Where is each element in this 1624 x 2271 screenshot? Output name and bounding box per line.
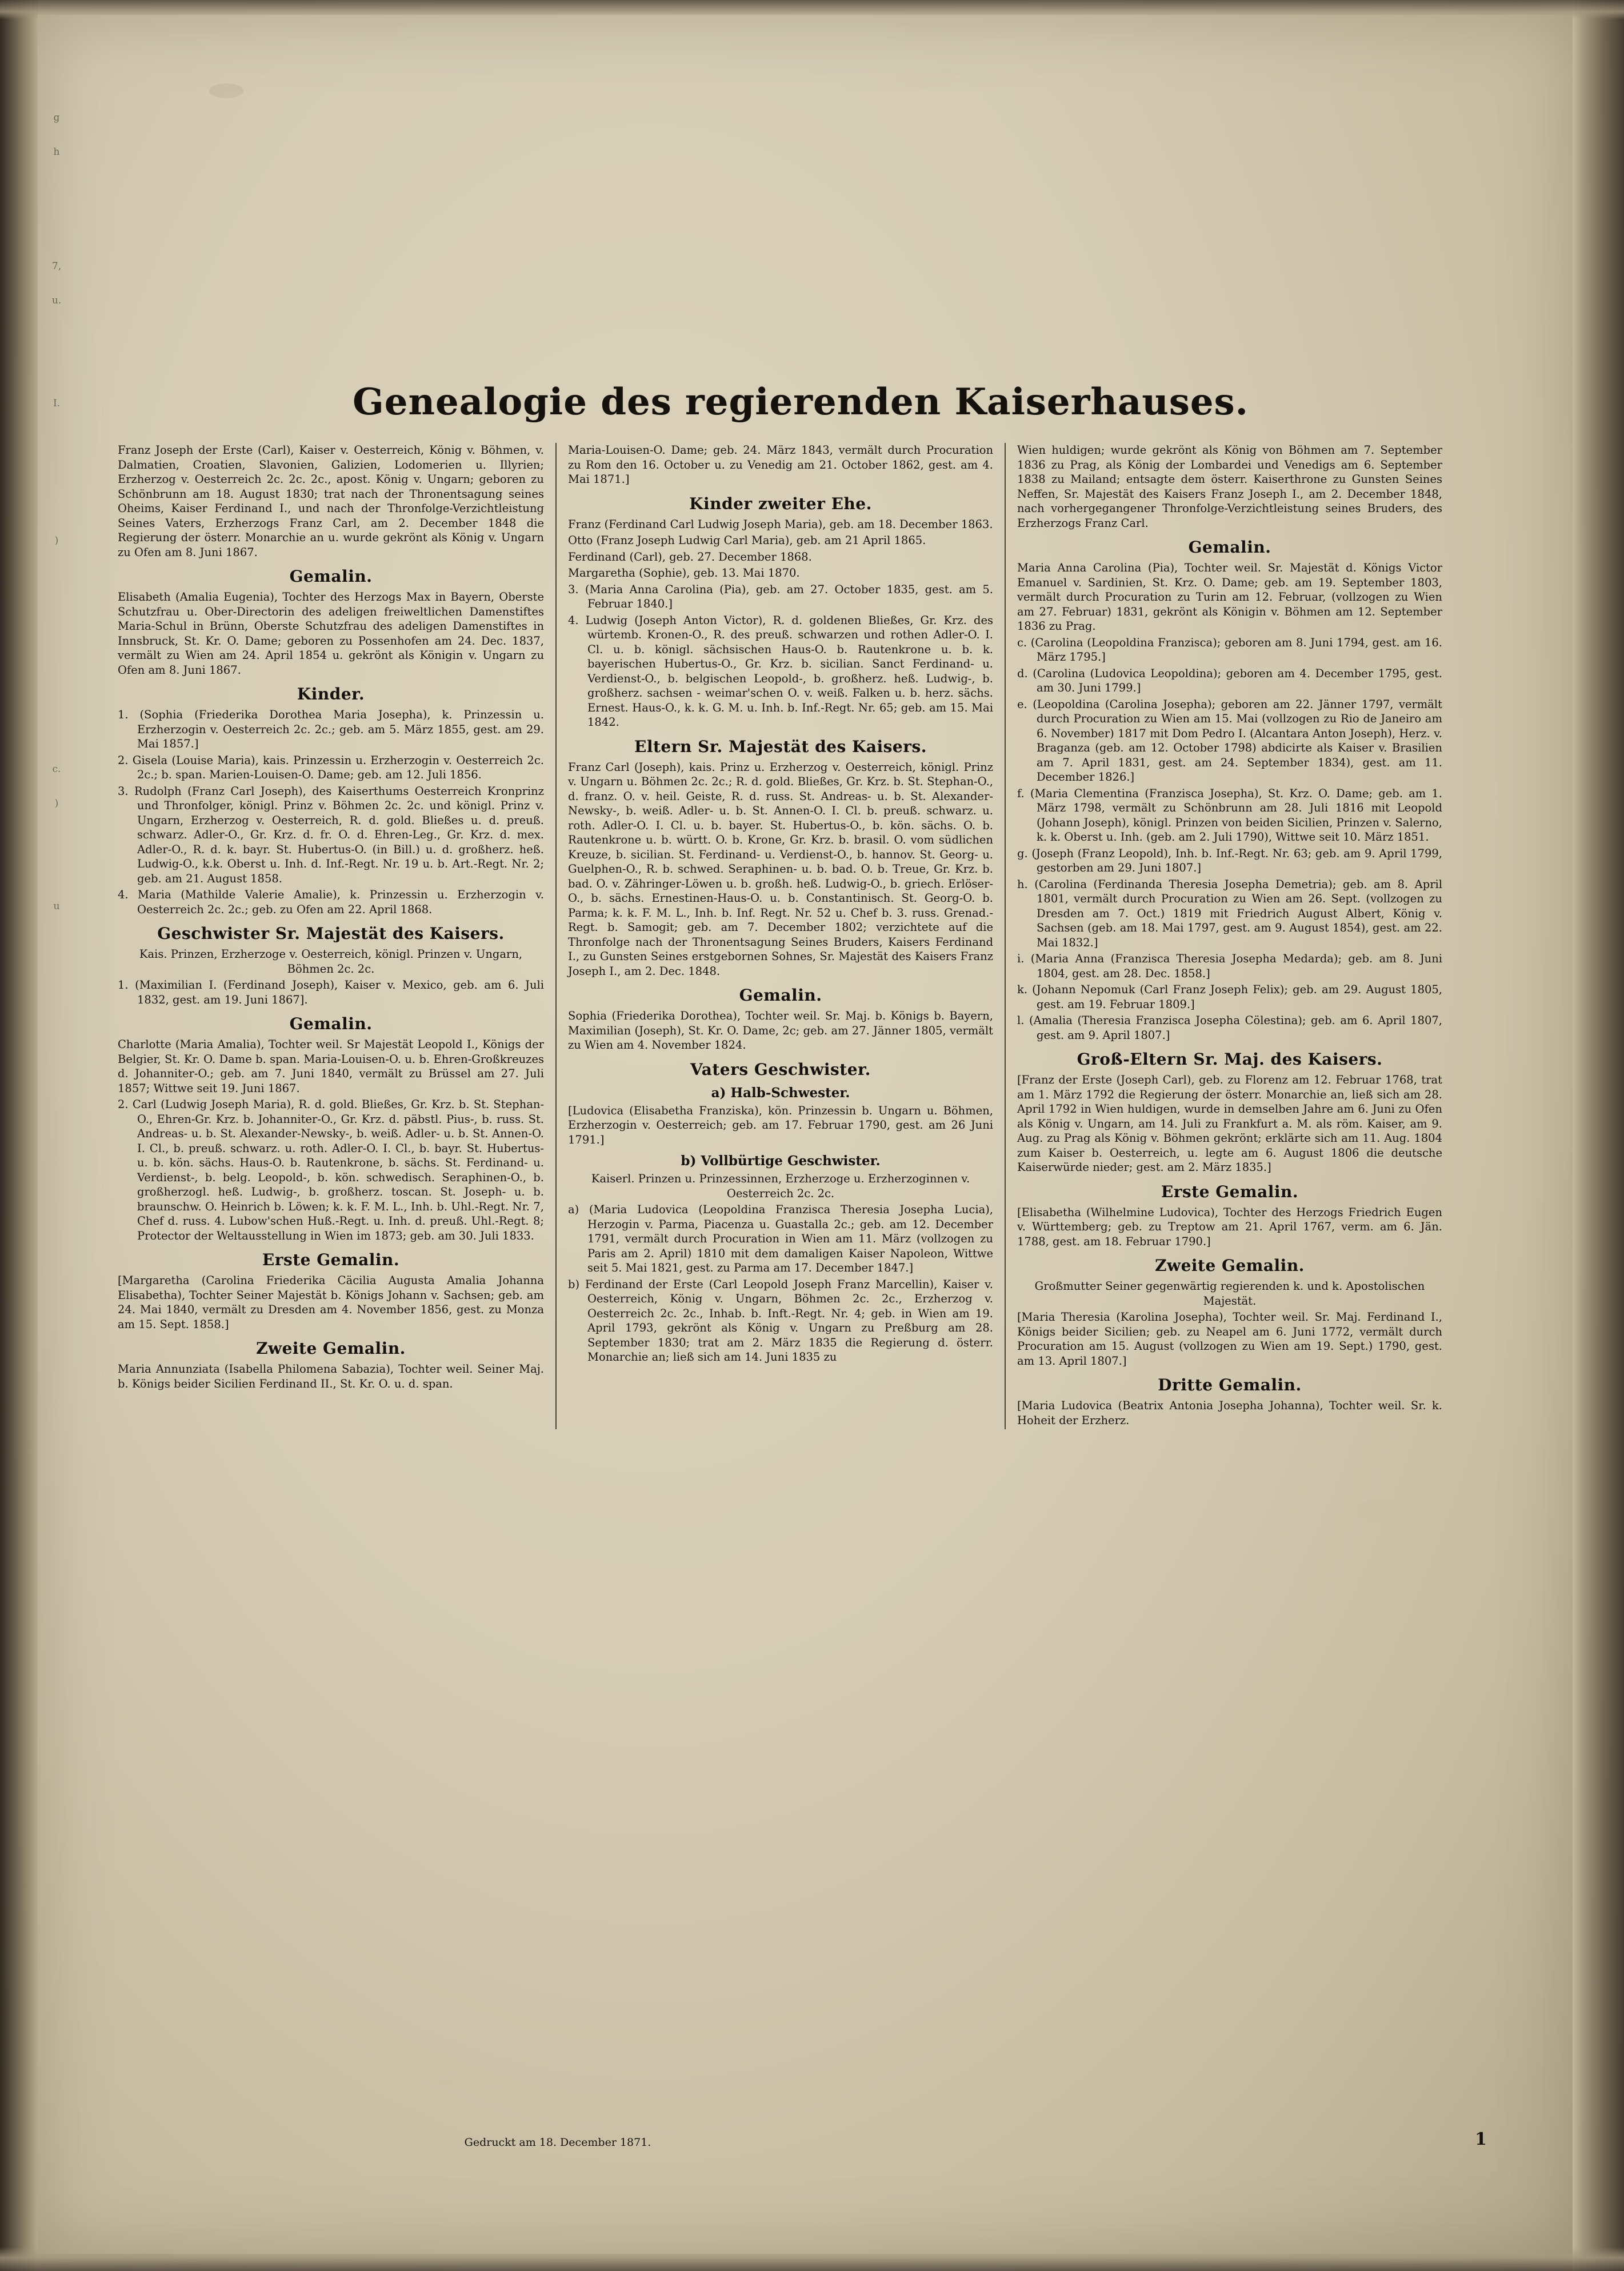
vollbuertige-item: f. (Maria Clementina (Franzisca Josepha), St. Krz. O. Dame; geb. am 1. März 1798, vermält zu Schönbrunn am 28. Juli 1816 mit Leopold (Johann Joseph), königl. Prinzen von beiden Sicilien, Prinzen v. Salerno, k. k. Oberst u. Inh. (geb. am 2. Juli 1790), Wittwe seit 10. März 1851. [1017, 786, 1442, 843]
scan-edge-right [1573, 0, 1624, 2271]
vollbuertige-item-b: b) Ferdinand der Erste (Carl Leopold Joseph Franz Marcellin), Kaiser v. Oesterreich, König v. Ungarn, Böhmen 2c. 2c., Erzherzog v. Oesterreich 2c. 2c., Inhab. b. Inft.-Regt. Nr. 4; geb. in Wien am 19. April 1793, gekrönt als König v. Ungarn zu Preßburg am 28. September 1830; trat am 2. März 1835 die Regierung d. österr. Monarchie an; ließ sich am 14. Juni 1835 zu [568, 1277, 993, 1364]
vollbuertige-item: h. (Carolina (Ferdinanda Theresia Josepha Demetria); geb. am 8. April 1801, vermält durch Procuration zu Wien am 26. Sept. (vollzogen zu Dresden am 7. Oct.) 1819 mit Friedrich August Albert, König v. Sachsen (geb. am 18. Mai 1797, gest. am 9. August 1854), gest. am 22. Mai 1832.] [1017, 877, 1442, 949]
heading-geschwister: Geschwister Sr. Majestät des Kaisers. [157, 924, 505, 943]
margin-note: I. [53, 398, 61, 409]
page-number: 1 [1475, 2129, 1487, 2149]
heading-vollbuertige-geschwister: b) Vollbürtige Geschwister. [681, 1153, 881, 1169]
heading-gross-eltern: Groß-Eltern Sr. Maj. des Kaisers. [1077, 1050, 1383, 1069]
document-page [38, 15, 1573, 2254]
margin-note: ) [54, 535, 59, 546]
vollbuertige-item: g. (Joseph (Franz Leopold), Inh. b. Inf.-Regt. Nr. 63; geb. am 9. April 1799, gestorben am 29. Juni 1807.] [1017, 846, 1442, 874]
margin-note: g [53, 112, 60, 123]
geschwister-item-1: 1. (Maximilian I. (Ferdinand Joseph), Kaiser v. Mexico, geb. am 6. Juli 1832, gest. am 19. Juni 1867]. [118, 978, 544, 1006]
heading-erste-gemalin-1: Erste Gemalin. [262, 1250, 400, 1269]
kind-item: 3. Rudolph (Franz Carl Joseph), des Kaiserthums Oesterreich Kronprinz und Thronfolger, königl. Prinz v. Böhmen 2c. 2c. und königl. Prinz v. Ungarn, Erzherzog v. Oesterreich, R. d. gold. Bließes u. d. preuß. schwarz. Adler-O., Gr. Krz. d. fr. O. d. Ehren-Leg., Gr. Krz. d. mex. Adler-O., R. d. k. bayr. St. Hubertus-O. (in Bill.) u. d. großherz. heß. Ludwig-O., k.k. Oberst u. Inh. d. Inf.-Regt. Nr. 19 u. b. Art.-Regt. Nr. 2; geb. am 21. August 1858. [118, 784, 544, 885]
heading-kinder-zweiter-ehe: Kinder zweiter Ehe. [689, 494, 872, 513]
document-content [106, 381, 1495, 1429]
vollbuertige-item: l. (Amalia (Theresia Franzisca Josepha Cölestina); geb. am 6. April 1807, gest. am 9. April 1807.] [1017, 1014, 1442, 1042]
gross-eltern-franz: [Franz der Erste (Joseph Carl), geb. zu Florenz am 12. Februar 1768, trat am 1. März 1792 die Regierung der österr. Monarchie an, ließ sich am 28. April 1792 in Wien huldigen, wurde in demselben Jahre am 6. Juni zu Ofen als König v. Ungarn, am 14. Juli zu Frankfurt a. M. als röm. Kaiser, am 9. Aug. zu Prag als König v. Böhmen gekrönt; erklärte sich am 11. Aug. 1804 zum Kaiser b. Oesterreich, u. legte am 6. August 1806 die deutsche Kaiserwürde nieder; gest. am 2. März 1835.] [1017, 1073, 1442, 1174]
column-2 [555, 443, 1005, 1429]
kind2-item: Margaretha (Sophie), geb. 13. Mai 1870. [568, 566, 800, 579]
heading-zweite-gemalin-1: Zweite Gemalin. [256, 1339, 406, 1358]
heading-vaters-geschwister: Vaters Geschwister. [690, 1059, 871, 1079]
heading-zweite-gemalin-3: Zweite Gemalin. [1155, 1256, 1305, 1275]
heading-kinder: Kinder. [297, 685, 365, 703]
vollbuertige-intro: Kaiserl. Prinzen u. Prinzessinnen, Erzherzoge u. Erzherzoginnen v. Oesterreich 2c. 2c. [591, 1172, 970, 1200]
margin-note: h [53, 146, 60, 158]
zweite-gemalin-intro: Großmutter Seiner gegenwärtig regierenden k. und k. Apostolischen Majestät. [1034, 1280, 1425, 1308]
kind2-item: 4. Ludwig (Joseph Anton Victor), R. d. goldenen Bließes, Gr. Krz. des würtemb. Kronen-O., R. des preuß. schwarzen und rothen Adler-O. I. Cl. u. b. königl. sächsischen Haus-O. b. Rautenkrone u. b. k. bayerischen Hubertus-O., Gr. Krz. b. sicilian. Sanct Ferdinand- u. Verdienst-O., b. belgischen Leopold-, b. großherz. heß. Ludwig-, b. großherz. sachsen - weimar'schen O. v. weiß. Falken u. b. herz. sächs. Ernest. Haus-O., k. k. G. M. u. Inh. b. Inf.-Regt. Nr. 65; geb. am 15. Mai 1842. [568, 613, 993, 729]
kind-item: 4. Maria (Mathilde Valerie Amalie), k. Prinzessin u. Erzherzogin v. Oesterreich 2c. 2c.; geb. zu Ofen am 22. April 1868. [118, 888, 544, 916]
kind2-item: Franz (Ferdinand Carl Ludwig Joseph Maria), geb. am 18. December 1863. [568, 517, 993, 531]
heading-gemalin-1: Gemalin. [289, 567, 373, 586]
geschwister-intro: Kais. Prinzen, Erzherzoge v. Oesterreich, königl. Prinzen v. Ungarn, Böhmen 2c. 2c. [139, 947, 523, 975]
vollbuertige-item: d. (Carolina (Ludovica Leopoldina); geboren am 4. December 1795, gest. am 30. Juni 1799.] [1017, 666, 1442, 694]
geschwister-item-2: 2. Carl (Ludwig Joseph Maria), R. d. gold. Bließes, Gr. Krz. b. St. Stephan-O., Ehren-Gr. Krz. b. Johanniter-O., Gr. Krz. d. päbstl. Pius-, b. russ. St. Andreas- u. b. St. Alexander-Newsky-, b. weiß. Adler- u. b. St. Annen-O. I. Cl., b. preuß. schwarz. u. roth. Adler-O. I. Cl., b. bayr. St. Hubertus- u. b. kön. sächs. Haus-O. b. Rautenkrone, b. sächs. St. Ferdinand- u. Verdienst-, b. belg. Leopold-, b. kön. schwedisch. Seraphinen-O., b. großherzogl. heß. Ludwig-, b. großherz. toscan. St. Joseph- u. b. braunschw. O. Heinrich b. Löwen; k. k. F. M. L., Inh. b. Uhl.-Regt. Nr. 7, Chef d. russ. 4. Lubow'schen Huß.-Regt. u. Inh. d. preuß. Uhl.-Regt. 8; Protector der Weltausstellung in Wien im 1873; geb. am 30. Juli 1833. [118, 1098, 544, 1242]
scan-edge-left [0, 0, 38, 2271]
column-3 [1005, 443, 1454, 1429]
page-title: Genealogie des regierenden Kaiserhauses. [353, 381, 1249, 423]
erste-gemalin-margaretha: [Margaretha (Carolina Friederika Cäcilia Augusta Amalia Johanna Elisabetha), Tochter Seiner Majestät b. Königs Johann v. Sachsen; geb. am 24. Mai 1840, vermält zu Dresden am 4. November 1856, gest. zu Monza am 15. Sept. 1858.] [118, 1274, 544, 1331]
vollbuertige-item: k. (Johann Nepomuk (Carl Franz Joseph Felix); geb. am 29. August 1805, gest. am 19. Februar 1809.] [1017, 983, 1442, 1011]
heading-halb-schwester: a) Halb-Schwester. [711, 1085, 850, 1101]
print-date-footer: Gedruckt am 18. December 1871. [464, 2136, 651, 2149]
kind-item: 2. Gisela (Louise Maria), kais. Prinzessin u. Erzherzogin v. Oesterreich 2c. 2c.; b. span. Marien-Louisen-O. Dame; geb. am 12. Juli 1856. [118, 753, 544, 781]
zweite-gemalin-annunziata: Maria Annunziata (Isabella Philomena Sabazia), Tochter weil. Seiner Maj. b. Königs beider Sicilien Ferdinand II., St. Kr. O. u. d. span. [118, 1362, 544, 1390]
dritte-gemalin-maria-ludovica: [Maria Ludovica (Beatrix Antonia Josepha Johanna), Tochter weil. Sr. k. Hoheit der Erzherz. [1017, 1399, 1442, 1427]
erste-gemalin-elisabetha: [Elisabetha (Wilhelmine Ludovica), Tochter des Herzogs Friedrich Eugen v. Württemberg; geb. zu Treptow am 21. April 1767, verm. am 6. Jän. 1788, gest. am 18. Februar 1790.] [1017, 1205, 1442, 1248]
halb-schwester-ludovica: [Ludovica (Elisabetha Franziska), kön. Prinzessin b. Ungarn u. Böhmen, Erzherzogin v. Oesterreich; geb. am 17. Februar 1790, gest. am 26 Juni 1791.] [568, 1103, 993, 1146]
heading-gemalin-2: Gemalin. [289, 1014, 373, 1033]
heading-eltern: Eltern Sr. Majestät des Kaisers. [634, 737, 927, 756]
gemalin-charlotte: Charlotte (Maria Amalia), Tochter weil. Sr Majestät Leopold I., Königs der Belgier, St. Kr. O. Dame b. span. Maria-Louisen-O. u. b. Ehren-Großkreuzes d. Johanniter-O.; geb. am 7. Juni 1840, vermält zu Brüssel am 27. Juli 1857; Wittwe seit 19. Juni 1867. [118, 1038, 544, 1095]
vollbuertige-item: i. (Maria Anna (Franzisca Theresia Josepha Medarda); geb. am 8. Juni 1804, gest. am 28. Dec. 1858.] [1017, 952, 1442, 980]
column-1 [106, 443, 555, 1429]
vollbuertige-item-a: a) (Maria Ludovica (Leopoldina Franzisca Theresia Josepha Lucia), Herzogin v. Parma, Piacenza u. Guastalla 2c.; geb. am 12. December 1791, vermält durch Procuration in Wien am 11. März (vollzogen zu Paris am 2. April) 1810 mit dem damaligen Kaiser Napoleon, Wittwe seit 5. Mai 1821, gest. zu Parma am 17. December 1847.] [568, 1203, 993, 1274]
heading-erste-gemalin-3: Erste Gemalin. [1161, 1182, 1299, 1201]
kind-item: 1. (Sophia (Friederika Dorothea Maria Josepha), k. Prinzessin u. Erzherzogin v. Oesterreich 2c. 2c.; geb. am 5. März 1855, gest. am 29. Mai 1857.] [118, 708, 544, 750]
zweite-gemalin-maria-theresia: [Maria Theresia (Karolina Josepha), Tochter weil. Sr. Maj. Ferdinand I., Königs beider Sicilien; geb. zu Neapel am 6. Juni 1772, vermält durch Procuration am 15. August (vollzogen zu Wien am 19. Sept.) 1790, gest. am 13. April 1807.] [1017, 1310, 1442, 1368]
vollbuertige-item: c. (Carolina (Leopoldina Franzisca); geboren am 8. Juni 1794, gest. am 16. März 1795.] [1017, 635, 1442, 663]
eltern-franz-carl: Franz Carl (Joseph), kais. Prinz u. Erzherzog v. Oesterreich, königl. Prinz v. Ungarn u. Böhmen 2c. 2c.; R. d. gold. Bließes, Gr. Krz. b. St. Stephan-O., d. franz. O. v. heil. Geiste, R. d. russ. St. Andreas- u. b. St. Alexander-Newsky-, b. weiß. Adler- u. b. St. Annen-O. I. Cl. b. preuß. schwarz. u. roth. Adler-O. I. Cl. u. b. bayer. St. Hubertus-O., b. kön. sächs. O. b. Rautenkrone u. b. württ. O. b. Krone, Gr. Krz. b. brasil. O. vom südlichen Kreuze, b. sicilian. St. Ferdinand- u. Verdienst-O., b. hannov. St. Georg- u. Guelphen-O., R. b. schwed. Seraphinen- u. b. bad. O. b. Treue, Gr. Krz. b. bad. O. v. Zähringer-Löwen u. b. großh. heß. Ludwig-O., b. griech. Erlöser-O., b. sächs. Ernestinen-Haus-O. u. b. Constantinisch. St. Georg-O. b. Parma; k. k. F. M. L., Inh. b. Inf. Regt. Nr. 52 u. Chef b. 3. russ. Grenad.-Regt. b. Samogit; geb. am 7. December 1802; verzichtete auf die Thronfolge nach der Thronentsagung Seines Bruders, Kaisers Ferdinand I., zu Gunsten Seines erstgebornen Sohnes, Sr. Majestät des Kaisers Franz Joseph I., am 2. Dec. 1848. [568, 760, 993, 978]
kind2-item: Otto (Franz Joseph Ludwig Carl Maria), geb. am 21 April 1865. [568, 534, 926, 547]
emperor-intro: Franz Joseph der Erste (Carl), Kaiser v. Oesterreich, König v. Böhmen, v. Dalmatien, Croatien, Slavonien, Galizien, Lodomerien u. Illyrien; Erzherzog v. Oesterreich 2c. 2c. 2c., apost. König v. Ungarn; geboren zu Schönbrunn am 18. August 1830; trat nach der Thronentsagung seines Oheims, Kaiser Ferdinand I., und nach der Thronfolge-Verzichtleistung Seines Vaters, Erzherzogs Franz Carl, am 2. December 1848 die Regierung der österr. Monarchie an u. wurde gekrönt als König v. Ungarn zu Ofen am 8. Juni 1867. [118, 443, 544, 559]
margin-note: u. [51, 295, 62, 306]
margin-note: u [53, 901, 60, 912]
margin-note: 7, [51, 261, 62, 272]
three-column-layout [106, 443, 1495, 1429]
margin-bleed-notes [42, 101, 71, 923]
gemalin-maria-anna: Maria Anna Carolina (Pia), Tochter weil. Sr. Majestät d. Königs Victor Emanuel v. Sardinien, St. Krz. O. Dame; geb. am 19. September 1803, vermält durch Procuration zu Turin am 12. Februar, (vollzogen zu Wien am 27. Februar) 1831, gekrönt als Königin v. Böhmen am 12. September 1836 zu Prag. [1017, 561, 1442, 633]
margin-note: ) [54, 798, 59, 809]
kind2-item: Ferdinand (Carl), geb. 27. December 1868. [568, 550, 812, 563]
heading-gemalin-eltern: Gemalin. [739, 986, 822, 1005]
col2-continuation: Maria-Louisen-O. Dame; geb. 24. März 1843, vermält durch Procuration zu Rom den 16. October u. zu Venedig am 21. October 1862, gest. am 4. Mai 1871.] [568, 443, 993, 486]
heading-gemalin-ferdinand: Gemalin. [1188, 538, 1271, 557]
margin-note: c. [52, 763, 61, 775]
gemalin-sophia: Sophia (Friederika Dorothea), Tochter weil. Sr. Maj. b. Königs b. Bayern, Maximilian (Joseph), St. Kr. O. Dame, 2c; geb. am 27. Jänner 1805, vermält zu Wien am 4. November 1824. [568, 1009, 993, 1051]
gemalin-elisabeth: Elisabeth (Amalia Eugenia), Tochter des Herzogs Max in Bayern, Oberste Schutzfrau u. Ober-Directorin des adeligen freiweltlichen Damenstiftes Maria-Schul in Brünn, Oberste Schutzfrau des adeligen Damenstiftes in Innsbruck, St. Kr. O. Dame; geboren zu Possenhofen am 24. Dec. 1837, vermält zu Wien am 24. April 1854 u. gekrönt als Königin v. Ungarn zu Ofen am 8. Juni 1867. [118, 590, 544, 677]
vollbuertige-item: e. (Leopoldina (Carolina Josepha); geboren am 22. Jänner 1797, vermält durch Procuration zu Wien am 15. Mai (vollzogen zu Rio de Janeiro am 6. November) 1817 mit Dom Pedro I. (Alcantara Anton Joseph), Herz. v. Braganza (geb. am 12. October 1798) abdicirte als Kaiser v. Brasilien am 7. April 1831, gest. am 24. September 1834), gest. am 11. December 1826.] [1017, 697, 1442, 783]
heading-dritte-gemalin: Dritte Gemalin. [1158, 1376, 1302, 1394]
kind2-item: 3. (Maria Anna Carolina (Pia), geb. am 27. October 1835, gest. am 5. Februar 1840.] [568, 582, 993, 610]
col3-continuation: Wien huldigen; wurde gekrönt als König von Böhmen am 7. September 1836 zu Prag, als König der Lombardei und Venedigs am 6. September 1838 zu Mailand; entsagte dem österr. Kaiserthrone zu Gunsten Seines Neffen, Sr. Majestät des Kaisers Franz Joseph I., am 2. December 1848, nach vorhergegangener Thronfolge-Verzichtleistung seines Bruders, des Erzherzogs Franz Carl. [1017, 443, 1442, 530]
